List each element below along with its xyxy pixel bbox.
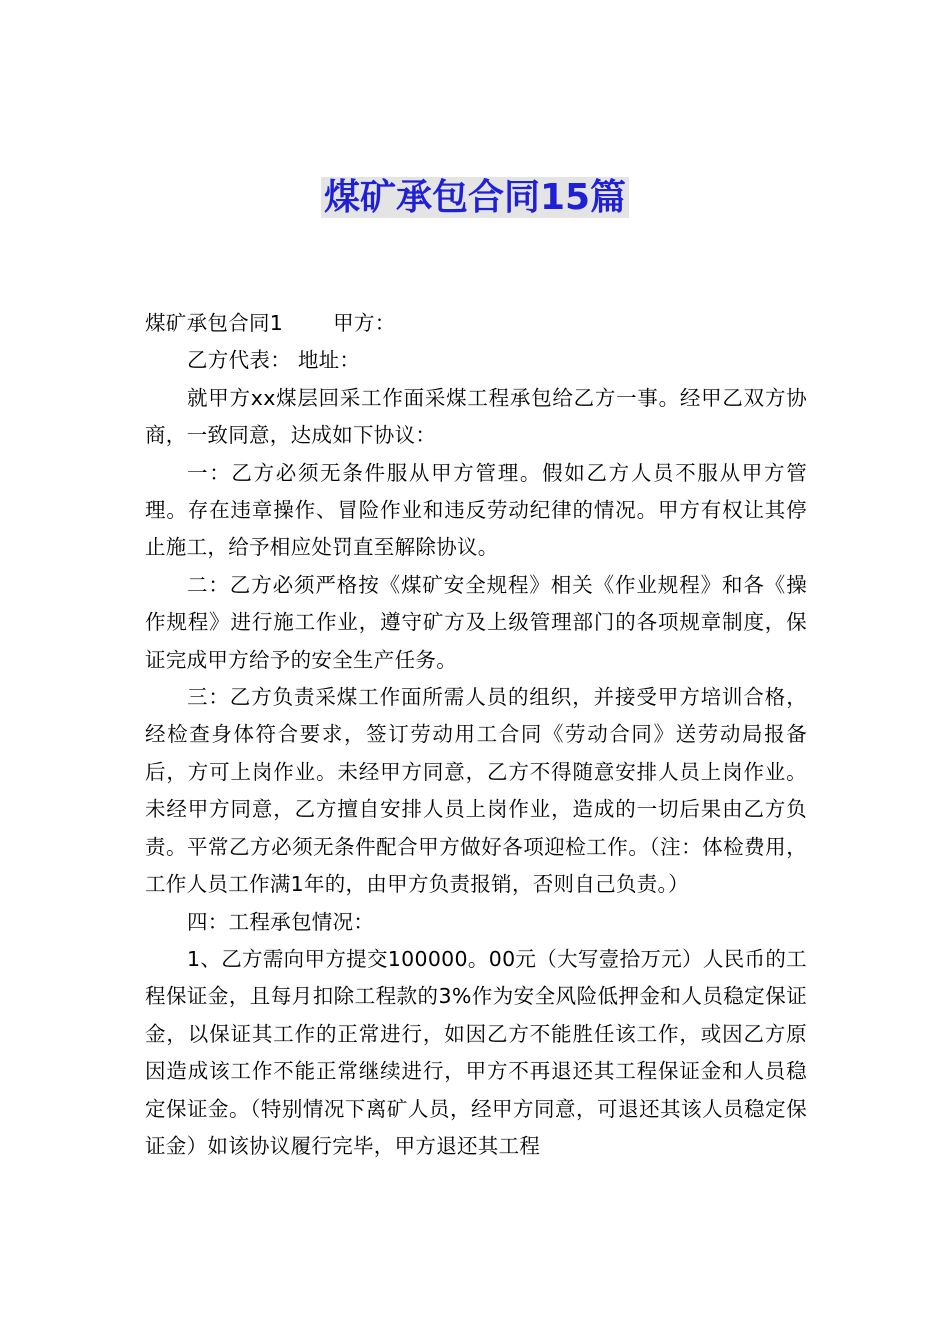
section-heading: 煤矿承包合同1 [145,311,284,335]
party-a-label: 甲方： [333,311,396,335]
paragraph: 三：乙方负责采煤工作面所需人员的组织，并接受甲方培训合格，经检查身体符合要求，签订劳动用工合同《劳动合同》送劳动局报备后，方可上岗作业。未经甲方同意，乙方不得随意安排人员上岗作业。未经甲方同意，乙方擅自安排人员上岗作业，造成的一切后果由乙方负责。平常乙方必须无条件配合甲方做好各项迎检工作。（注：体检费用，工作人员工作满1年的，由甲方负责报销，否则自己负责。） [145,685,807,897]
document-title [0,172,950,224]
paragraph: 1、乙方需向甲方提交100000。00元（大写壹拾万元）人民币的工程保证金，且每月扣除工程款的3%作为安全风险低押金和人员稳定保证金，以保证其工作的正常进行，如因乙方不能胜任该工作，或因乙方原因造成该工作不能正常继续进行，甲方不再退还其工程保证金和人员稳定保证金。（特别情况下离矿人员，经甲方同意，可退还其该人员稳定保证金）如该协议履行完毕，甲方退还其工程 [145,946,807,1158]
paragraph: 就甲方xx煤层回采工作面采煤工程承包给乙方一事。经甲乙双方协商，一致同意，达成如下协议： [145,385,807,448]
paragraph: 四：工程承包情况： [187,909,375,934]
document-title-text: 煤矿承包合同15篇 [321,177,629,218]
paragraph: 二：乙方必须严格按《煤矿安全规程》相关《作业规程》和各《操作规程》进行施工作业，遵守矿方及上级管理部门的各项规章制度，保证完成甲方给予的安全生产任务。 [145,572,807,672]
paragraph: 一：乙方必须无条件服从甲方管理。假如乙方人员不服从甲方管理。存在违章操作、冒险作业和违反劳动纪律的情况。甲方有权让其停止施工，给予相应处罚直至解除协议。 [145,460,807,560]
paragraph: 乙方代表： 地址： [187,348,361,373]
section-heading-line [145,305,807,342]
document-body [145,305,807,1165]
